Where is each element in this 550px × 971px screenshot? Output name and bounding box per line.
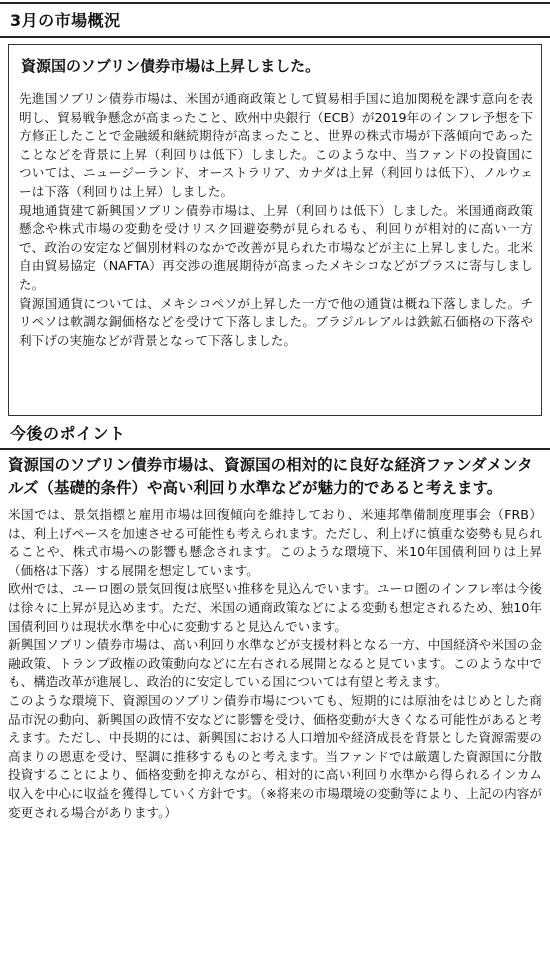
march-overview-headline: 資源国のソブリン債券市場は上昇しました。 — [21, 57, 321, 75]
march-overview-paragraph-1: 先進国ソブリン債券市場は、米国が通商政策として貿易相手国に追加関税を課す意向を表明し、貿易戦争懸念が高まったこと、欧州中央銀行（ECB）が2019年のインフレ予想を下方修正したことで金融緩和継続期待が高まったこと、世界の株式市場が下落傾向であったことなどを背景に上昇（利回りは低下）しました。このような中、当ファンドの投資国については、ニュージーランド、オーストラリア、カナダは上昇（利回りは低下）、ノルウェーは下落（利回りは上昇）しました。 — [19, 91, 533, 199]
outlook-paragraph-3: 新興国ソブリン債券市場は、高い利回り水準などが支援材料となる一方、中国経済や米国の金融政策、トランプ政権の政策動向などに左右される展開となると見ています。このような中でも、構造改革が進展し、政治的に安定している国については有望と考えます。 — [8, 637, 542, 690]
outlook-paragraph-2: 欧州では、ユーロ圏の景気回復は底堅い推移を見込んでいます。ユーロ圏のインフレ率は今後は徐々に上昇が見込めます。ただ、米国の通商政策などによる変動も想定されるため、独10年国債利回りは現状水準を中心に変動すると見込んでいます。 — [8, 581, 542, 634]
march-overview-paragraph-3: 資源国通貨については、メキシコペソが上昇した一方で他の通貨は概ね下落しました。チリペソは軟調な銅価格などを受けて下落しました。ブラジルレアルは鉄鉱石価格の下落や利下げの実施などが背景となって下落しました。 — [19, 295, 533, 348]
outlook-headline: 資源国のソブリン債券市場は、資源国の相対的に良好な経済ファンダメンタルズ（基礎的条件）や高い利回り水準などが魅力的であると考えます。 — [8, 456, 533, 497]
outlook-paragraph-1: 米国では、景気指標と雇用市場は回復傾向を維持しており、米連邦準備制度理事会（FRB）は、利上げペースを加速させる可能性も考えられます。ただし、利上げに慎重な姿勢も見られることや、株式市場への影響も懸念されます。このような環境下、米10年国債利回りは上昇（価格は下落）する展開を想定しています。 — [8, 507, 542, 578]
section-title-outlook: 今後のポイント — [0, 416, 550, 450]
outlook-paragraph-4: このような環境下、資源国のソブリン債券市場についても、短期的には原油をはじめとした商品市況の動向、新興国の政情不安などに影響を受け、価格変動が大きくなる可能性があると考えます。ただし、中長期的には、新興国における人口増加や経済成長を背景とした資源需要の高まりの恩恵を受け、堅調に推移するものと考えます。当ファンドでは厳選した資源国に分散投資することにより、価格変動を抑えながら、相対的に高い利回り水準から得られるインカム収入を中心に収益を獲得していく方針です。（※将来の市場環境の変動等により、上記の内容が変更される場合があります。） — [8, 692, 542, 820]
march-overview-box — [8, 44, 542, 416]
section-title-march-overview: 3月の市場概況 — [0, 2, 550, 38]
outlook-box — [0, 450, 550, 822]
march-overview-paragraph-2: 現地通貨建て新興国ソブリン債券市場は、上昇（利回りは低下）しました。米国通商政策懸念や株式市場の変動を受けリスク回避姿勢が見られるも、利回りが相対的に高い一方で、政治の安定など個別材料のなかで改善が見られた市場などが主に上昇しました。北米自由貿易協定（NAFTA）再交渉の進展期待が高まったメキシコなどがプラスに寄与しました。 — [19, 202, 533, 292]
report-page — [0, 2, 550, 971]
